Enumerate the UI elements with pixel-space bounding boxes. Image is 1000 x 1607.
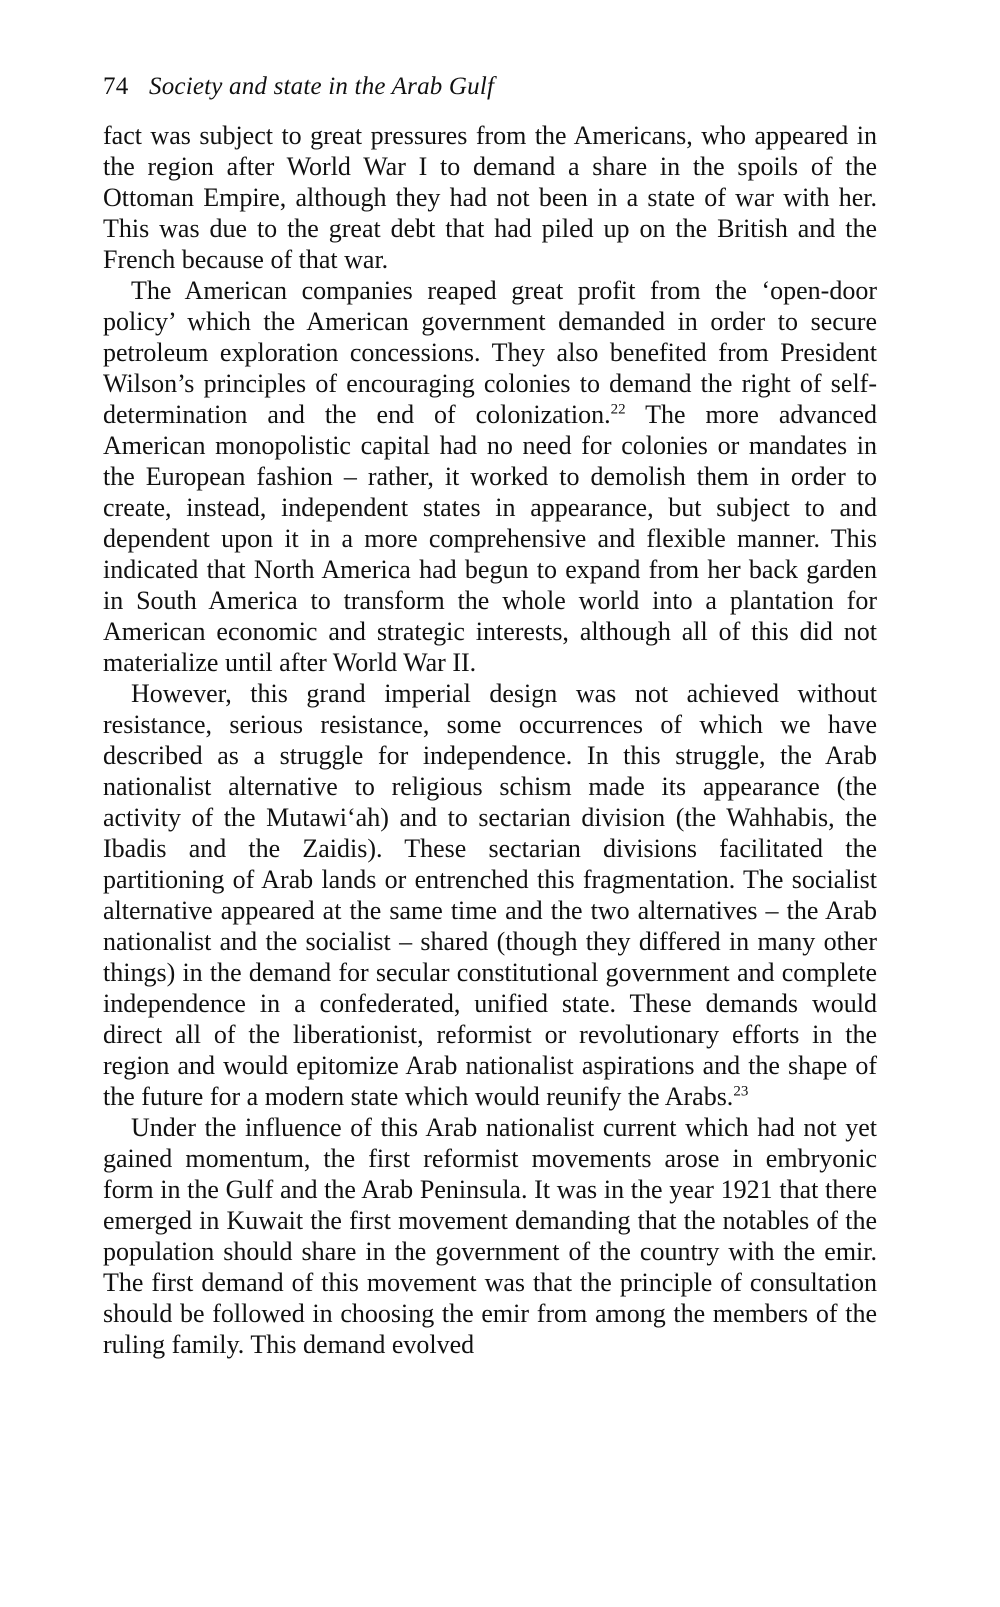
- paragraph-text: fact was subject to great pressures from the Americans, who appeared in the region after World War I to demand a share in the spoils of the Ottoman Empire, although they had not been in a state of war with her. This was due to the great debt that had piled up on the British and the French because of that war.: [103, 121, 877, 274]
- paragraph-text: However, this grand imperial design was not achieved without resistance, serious resistance, some occurrences of which we have described as a struggle for independence. In this struggle, the Arab nationalist alternative to religious schism made its appearance (the activity of the Mutawi‘ah) and to sectarian division (the Wahhabis, the Ibadis and the Zaidis). These sectarian divisions facilitated the partitioning of Arab lands or entrenched this fragmentation. The socialist alternative appeared at the same time and the two alternatives – the Arab nationalist and the socialist – shared (though they differed in many other things) in the demand for secular constitutional government and complete independence in a confederated, unified state. These demands would direct all of the liberationist, reformist or revolutionary efforts in the region and would epitomize Arab nationalist aspirations and the shape of the future for a modern state which would reunify the Arabs.: [103, 679, 877, 1111]
- running-title: Society and state in the Arab Gulf: [149, 73, 495, 100]
- footnote-marker: 23: [733, 1083, 749, 1100]
- paragraph-3: [103, 678, 877, 1112]
- paragraph-1: [103, 120, 877, 275]
- paragraph-text: Under the influence of this Arab nationalist current which had not yet gained momentum, the first reformist movements arose in embryonic form in the Gulf and the Arab Peninsula. It was in the year 1921 that there emerged in Kuwait the first movement demanding that the notables of the population should share in the government of the country with the emir. The first demand of this movement was that the principle of consultation should be followed in choosing the emir from among the members of the ruling family. This demand evolved: [103, 1113, 877, 1359]
- paragraph-2: [103, 275, 877, 678]
- paragraph-text: The American companies reaped great profit from the ‘open-door policy’ which the American government demanded in order to secure petroleum exploration concessions. They also benefited from President Wilson’s principles of encouraging colonies to demand the right of self-determination and the end of colonization.: [103, 276, 877, 429]
- book-page: [103, 70, 877, 1360]
- paragraph-text-continued: The more advanced American monopolistic capital had no need for colonies or mandates in the European fashion – rather, it worked to demolish them in order to create, instead, independent states in appearance, but subject to and dependent upon it in a more comprehensive and flexible manner. This indicated that North America had begun to expand from her back garden in South America to transform the whole world into a plantation for American economic and strategic interests, although all of this did not materialize until after World War II.: [103, 400, 877, 677]
- running-head: [103, 70, 877, 104]
- footnote-marker: 22: [610, 401, 626, 418]
- body-text: [103, 120, 877, 1360]
- paragraph-4: [103, 1112, 877, 1360]
- page-number: 74: [103, 73, 129, 100]
